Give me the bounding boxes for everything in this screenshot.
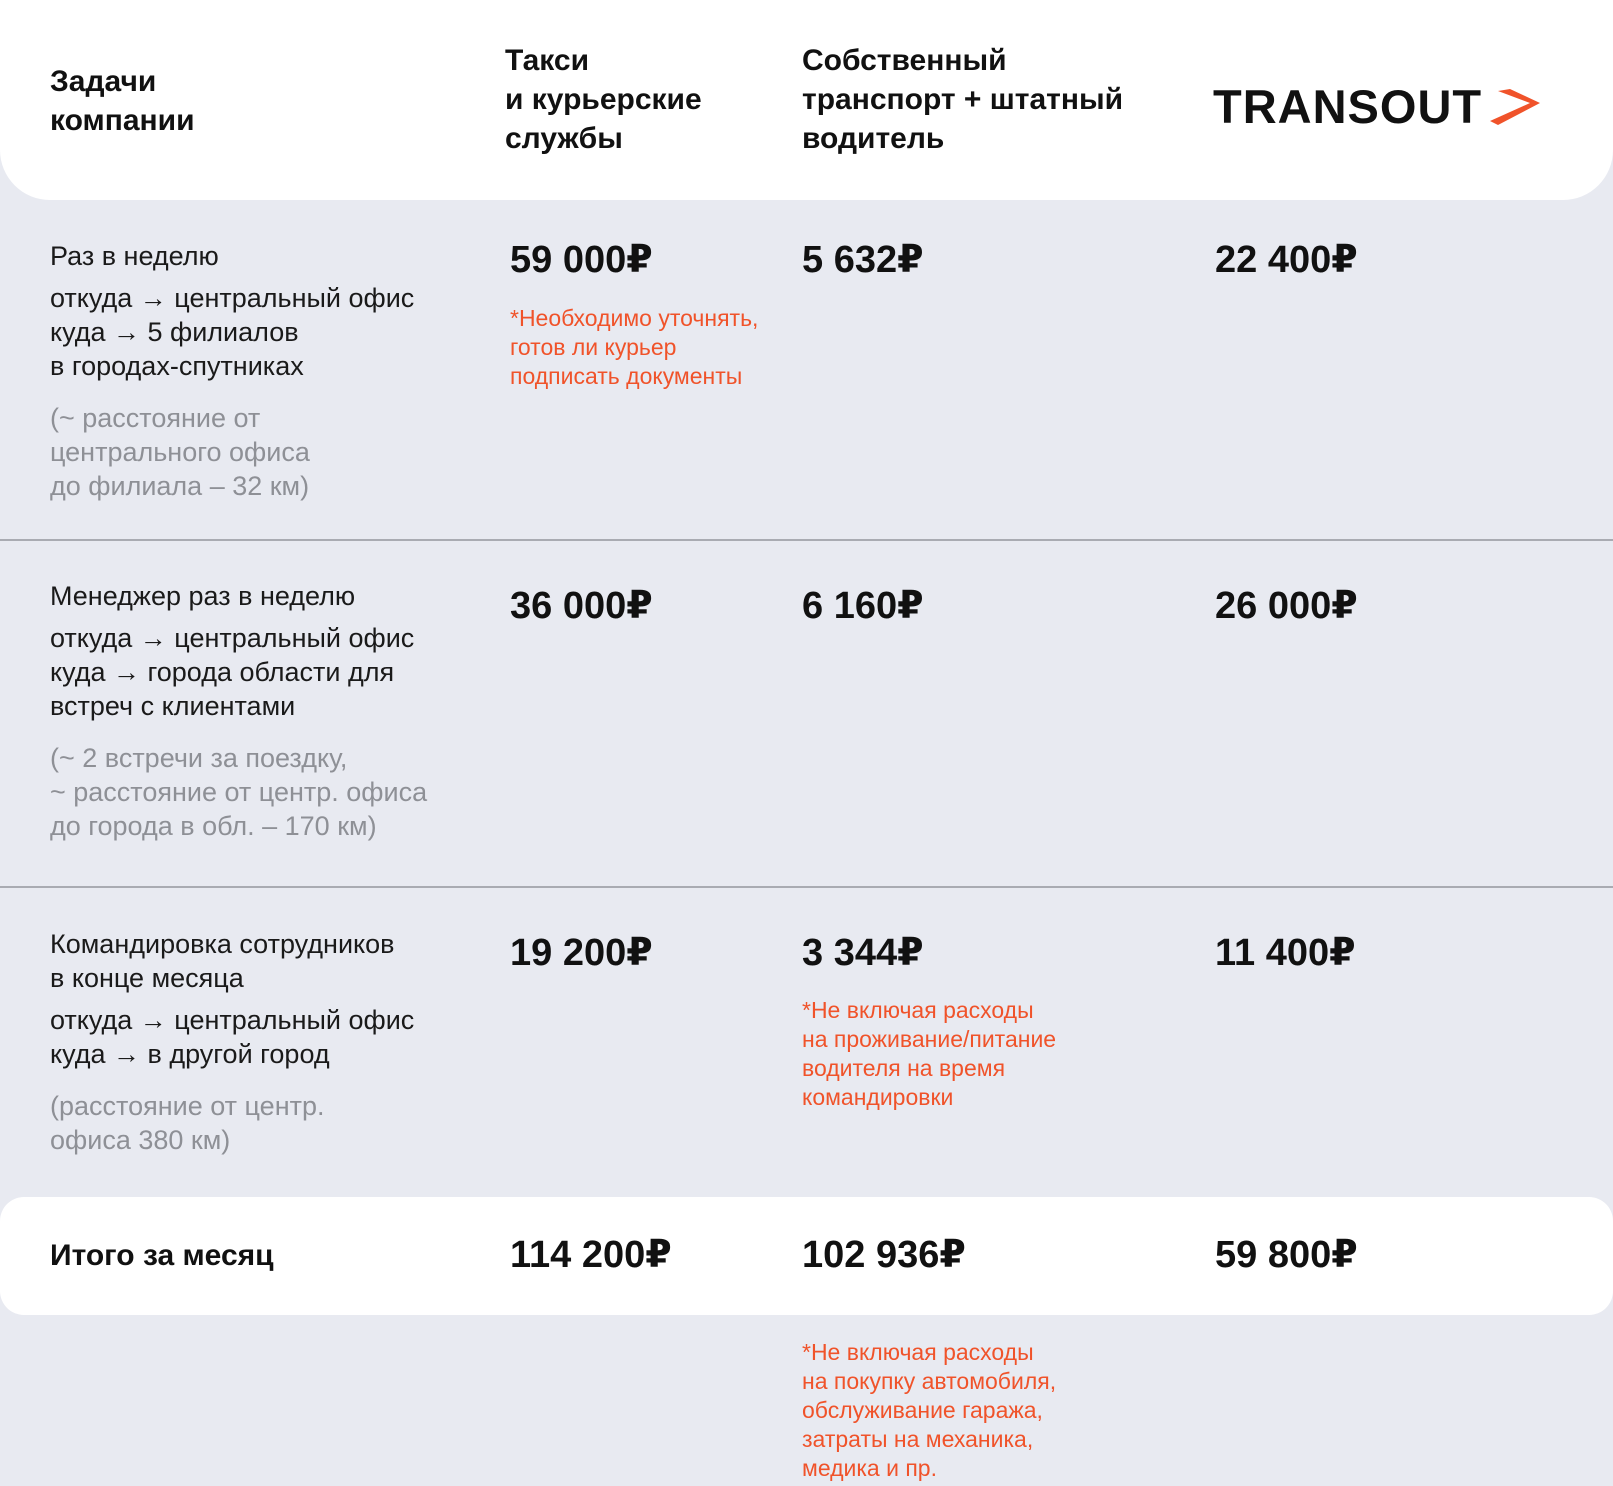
price-own-transport: 5 632₽	[802, 239, 924, 281]
footnote-line: медика и пр.	[802, 1455, 937, 1481]
footnote-line: водителя на время	[802, 1055, 1006, 1081]
footnote-line: на проживание/питание	[802, 1026, 1057, 1052]
note-line: центрального офиса	[50, 437, 310, 467]
footnote-line: *Не включая расходы	[802, 997, 1034, 1023]
footnote-line: подписать документы	[510, 363, 743, 389]
header-line: и курьерские	[505, 83, 702, 116]
header-line: Задачи	[50, 65, 157, 98]
row-divider	[0, 886, 1613, 888]
header-line: водитель	[802, 122, 945, 155]
chevron-right-icon	[1484, 87, 1542, 127]
price-transout: 22 400₽	[1215, 239, 1358, 281]
task-note	[50, 401, 470, 503]
note-line: (~ 2 встречи за поездку,	[50, 743, 348, 773]
route-line: встреч с клиентами	[50, 691, 296, 721]
task-title	[50, 579, 470, 613]
footnote-line: командировки	[802, 1084, 954, 1110]
task-note	[50, 741, 470, 843]
task-route	[50, 1003, 470, 1071]
header-line: компании	[50, 104, 195, 137]
task-description	[50, 239, 470, 503]
price-taxi: 36 000₽	[510, 585, 653, 627]
note-line: офиса 380 км)	[50, 1125, 231, 1155]
price-taxi: 19 200₽	[510, 932, 653, 974]
route-line: куда → города области для	[50, 657, 395, 687]
route-line: куда → 5 филиалов	[50, 317, 299, 347]
note-line: (~ расстояние от	[50, 403, 261, 433]
column-header-taxi	[505, 41, 702, 158]
task-description	[50, 579, 470, 843]
price-transout: 11 400₽	[1215, 932, 1356, 974]
header-line: службы	[505, 122, 623, 155]
task-note	[50, 1089, 470, 1157]
route-line: откуда → центральный офис	[50, 283, 415, 313]
price-own-transport: 6 160₽	[802, 585, 924, 627]
total-transout: 59 800₽	[1215, 1234, 1358, 1276]
footnote-line: на покупку автомобиля,	[802, 1368, 1057, 1394]
total-row	[0, 1197, 1613, 1315]
row-divider	[0, 539, 1613, 541]
task-title-line: Менеджер раз в неделю	[50, 581, 356, 611]
price-taxi: 59 000₽	[510, 239, 653, 281]
task-title	[50, 927, 470, 995]
route-line: куда → в другой город	[50, 1039, 330, 1069]
footnote-line: обслуживание гаража,	[802, 1397, 1043, 1423]
column-header-tasks	[50, 62, 195, 140]
price-transout: 26 000₽	[1215, 585, 1358, 627]
task-description	[50, 927, 470, 1157]
footnote-line: *Необходимо уточнять,	[510, 305, 759, 331]
task-route	[50, 621, 470, 723]
note-line: до филиала – 32 км)	[50, 471, 310, 501]
task-title-line: в конце месяца	[50, 963, 244, 993]
note-line: до города в обл. – 170 км)	[50, 811, 377, 841]
logo-text: TRANSOUT	[1213, 80, 1483, 133]
task-route	[50, 281, 470, 383]
header-line: транспорт + штатный	[802, 83, 1124, 116]
note-line: ~ расстояние от центр. офиса	[50, 777, 428, 807]
taxi-footnote	[510, 304, 820, 391]
task-title	[50, 239, 470, 273]
task-title-line: Раз в неделю	[50, 241, 219, 271]
total-taxi: 114 200₽	[510, 1234, 672, 1276]
task-title-line: Командировка сотрудников	[50, 929, 395, 959]
footnote-line: *Не включая расходы	[802, 1339, 1034, 1365]
price-own-transport: 3 344₽	[802, 932, 924, 974]
route-line: в городах-спутниках	[50, 351, 304, 381]
table-header	[0, 0, 1613, 200]
note-line: (расстояние от центр.	[50, 1091, 325, 1121]
own-transport-footnote	[802, 996, 1112, 1112]
total-label: Итого за месяц	[50, 1239, 274, 1272]
total-own-transport-footnote	[802, 1338, 1122, 1483]
total-own-transport: 102 936₽	[802, 1234, 966, 1276]
header-line: Собственный	[802, 44, 1007, 77]
route-line: откуда → центральный офис	[50, 1005, 415, 1035]
footnote-line: готов ли курьер	[510, 334, 677, 360]
column-header-own-transport	[802, 41, 1123, 158]
route-line: откуда → центральный офис	[50, 623, 415, 653]
transout-logo	[1213, 82, 1542, 132]
footnote-line: затраты на механика,	[802, 1426, 1034, 1452]
header-line: Такси	[505, 44, 590, 77]
